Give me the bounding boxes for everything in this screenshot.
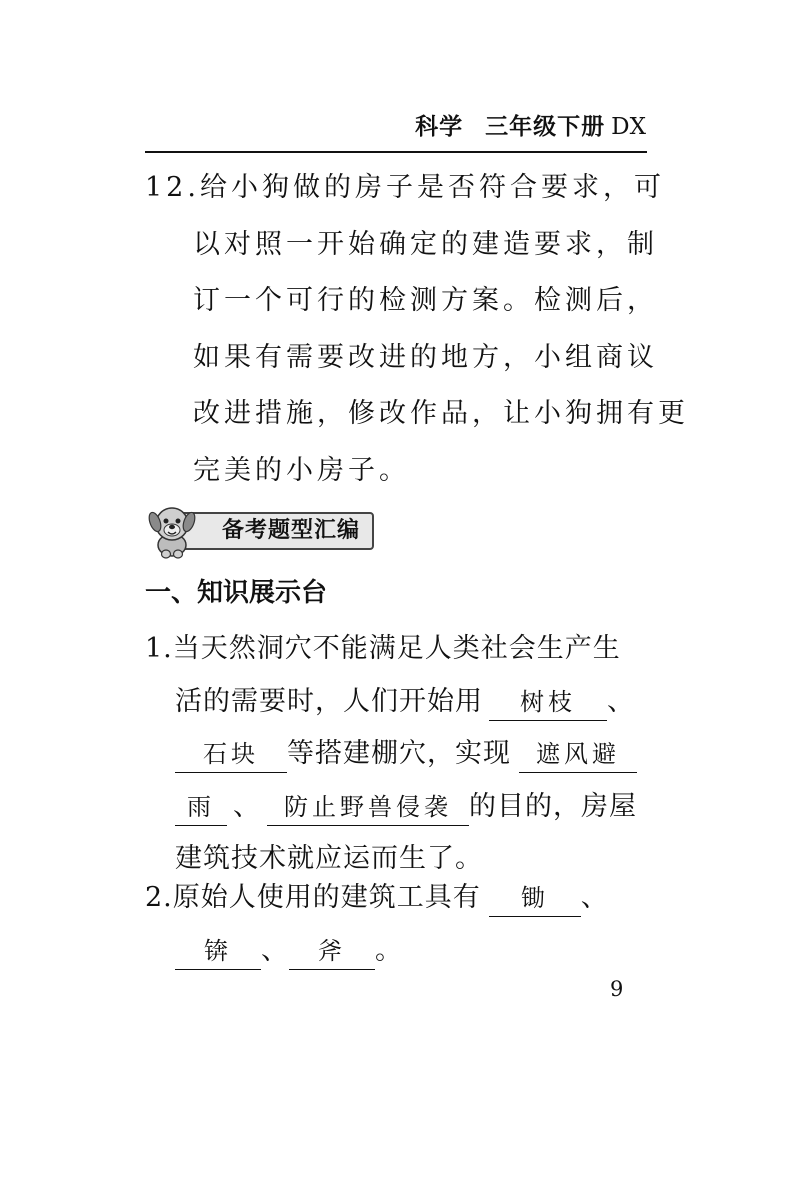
separator: 、 bbox=[261, 934, 289, 966]
question-2-line bbox=[145, 872, 655, 925]
answer-blank: 雨 bbox=[175, 789, 227, 826]
header-rule bbox=[145, 151, 647, 153]
answer-blank: 树枝 bbox=[489, 684, 607, 721]
separator: 、 bbox=[607, 685, 635, 717]
question-1-line bbox=[145, 623, 655, 676]
question-1-line: 建筑技术就应运而生了。 bbox=[175, 843, 483, 874]
answer-blank: 锛 bbox=[175, 933, 261, 970]
header-grade: 三年级下册 bbox=[485, 114, 606, 140]
answer-blank: 锄 bbox=[489, 880, 581, 917]
question-12-line: 改进措施，修改作品，让小狗拥有更 bbox=[193, 398, 689, 429]
question-1-line bbox=[145, 781, 655, 834]
answer-blank: 防止野兽侵袭 bbox=[267, 789, 469, 826]
header-edition: DX bbox=[611, 114, 646, 140]
question-1-text: 的目的，房屋 bbox=[469, 790, 637, 822]
answer-blank: 石块 bbox=[175, 736, 287, 773]
question-12-number: 12. bbox=[145, 172, 200, 203]
question-12-line: 如果有需要改进的地方，小组商议 bbox=[193, 341, 658, 373]
page-number: 9 bbox=[610, 977, 624, 1001]
question-12-line bbox=[145, 160, 665, 217]
question-1-line bbox=[145, 676, 655, 729]
section-title: 一、知识展示台 bbox=[145, 578, 328, 608]
answer-blank: 斧 bbox=[289, 933, 375, 970]
separator: 、 bbox=[580, 882, 609, 913]
question-12-text: 给小狗做的房子是否符合要求，可 bbox=[199, 172, 665, 203]
question-12-line: 订一个可行的检测方案。检测后， bbox=[193, 285, 658, 316]
question-12 bbox=[145, 160, 689, 499]
question-2-number: 2. bbox=[145, 882, 173, 913]
header-subject: 科学 bbox=[415, 114, 464, 140]
question-1-text: 当天然洞穴不能满足人类社会生产生 bbox=[172, 633, 621, 664]
question-2-text: 原始人使用的建筑工具有 bbox=[172, 882, 481, 913]
page-header bbox=[0, 108, 646, 141]
section-badge bbox=[140, 502, 370, 562]
question-1-number: 1. bbox=[145, 633, 173, 664]
question-1-text: 等搭建棚穴，实现 bbox=[287, 738, 511, 769]
question-1-line bbox=[145, 728, 655, 781]
question-1 bbox=[145, 623, 655, 886]
answer-blank: 遮风避 bbox=[519, 736, 637, 773]
question-1-text: 活的需要时，人们开始用 bbox=[175, 685, 483, 717]
sentence-end: 。 bbox=[375, 934, 403, 966]
question-12-line: 完美的小房子。 bbox=[193, 454, 410, 486]
question-12-line: 以对照一开始确定的建造要求，制 bbox=[193, 228, 658, 260]
dog-mascot-icon bbox=[142, 502, 202, 560]
question-2-line bbox=[145, 925, 655, 978]
badge-label: 备考题型汇编 bbox=[180, 512, 374, 550]
question-2 bbox=[145, 872, 655, 977]
separator: 、 bbox=[233, 790, 261, 822]
